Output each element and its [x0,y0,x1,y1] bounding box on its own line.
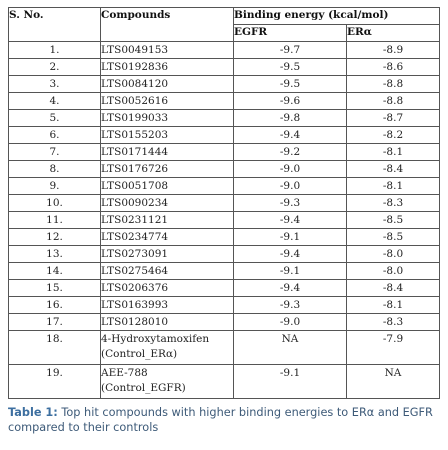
table-header [9,8,440,42]
cell-compound: LTS0192836 [101,59,234,76]
table-row [9,42,440,59]
cell-egfr: -9.7 [234,42,347,59]
cell-era: -8.7 [347,110,440,127]
cell-compound: AEE-788 (Control_EGFR) [101,365,234,399]
cell-egfr: -9.5 [234,59,347,76]
document-page [8,7,439,435]
cell-era: -8.5 [347,212,440,229]
cell-egfr: -9.1 [234,263,347,280]
cell-era: -8.8 [347,93,440,110]
cell-era: -8.6 [347,59,440,76]
table-row [9,127,440,144]
cell-sno: 5. [9,110,101,127]
table-row [9,195,440,212]
cell-era: -8.3 [347,195,440,212]
table-row [9,212,440,229]
cell-era: -8.2 [347,127,440,144]
cell-egfr: -9.2 [234,144,347,161]
cell-compound: LTS0155203 [101,127,234,144]
cell-sno: 18. [9,331,101,365]
table-row [9,365,440,399]
table-row [9,161,440,178]
cell-era: -8.0 [347,246,440,263]
cell-compound: 4-Hydroxytamoxifen (Control_ERα) [101,331,234,365]
cell-sno: 13. [9,246,101,263]
cell-compound: LTS0176726 [101,161,234,178]
cell-sno: 1. [9,42,101,59]
cell-compound: LTS0090234 [101,195,234,212]
cell-egfr: -9.4 [234,212,347,229]
table-row [9,178,440,195]
cell-sno: 12. [9,229,101,246]
cell-egfr: -9.3 [234,195,347,212]
cell-compound: LTS0275464 [101,263,234,280]
cell-egfr: -9.4 [234,246,347,263]
cell-egfr: -9.5 [234,76,347,93]
cell-sno: 2. [9,59,101,76]
cell-era: -8.3 [347,314,440,331]
caption-label: Table 1: [8,406,58,419]
cell-sno: 15. [9,280,101,297]
cell-era: -8.4 [347,280,440,297]
cell-era: -8.1 [347,297,440,314]
header-binding-energy: Binding energy (kcal/mol) [234,8,440,25]
cell-era: -7.9 [347,331,440,365]
cell-sno: 4. [9,93,101,110]
cell-compound: LTS0273091 [101,246,234,263]
cell-compound: LTS0163993 [101,297,234,314]
cell-egfr: -9.0 [234,314,347,331]
cell-egfr: NA [234,331,347,365]
table-caption [8,405,439,435]
table-row [9,263,440,280]
cell-egfr: -9.8 [234,110,347,127]
cell-sno: 7. [9,144,101,161]
cell-era: -8.1 [347,178,440,195]
header-sno: S. No. [9,8,101,42]
cell-egfr: -9.4 [234,127,347,144]
table-row [9,76,440,93]
cell-sno: 6. [9,127,101,144]
header-era: ERα [347,25,440,42]
cell-compound: LTS0206376 [101,280,234,297]
binding-energy-table [8,7,440,399]
cell-sno: 8. [9,161,101,178]
cell-compound: LTS0084120 [101,76,234,93]
cell-sno: 9. [9,178,101,195]
table-row [9,110,440,127]
cell-era: -8.4 [347,161,440,178]
cell-era: -8.5 [347,229,440,246]
table-row [9,297,440,314]
cell-sno: 16. [9,297,101,314]
cell-compound: LTS0052616 [101,93,234,110]
cell-egfr: -9.1 [234,229,347,246]
table-row [9,93,440,110]
cell-egfr: -9.3 [234,297,347,314]
header-compounds: Compounds [101,8,234,42]
table-row [9,331,440,365]
cell-era: -8.8 [347,76,440,93]
cell-sno: 14. [9,263,101,280]
cell-sno: 17. [9,314,101,331]
cell-egfr: -9.4 [234,280,347,297]
table-row [9,280,440,297]
table-row [9,246,440,263]
table-row [9,144,440,161]
table-row [9,59,440,76]
header-egfr: EGFR [234,25,347,42]
cell-compound: LTS0199033 [101,110,234,127]
cell-egfr: -9.0 [234,178,347,195]
cell-sno: 3. [9,76,101,93]
cell-compound: LTS0171444 [101,144,234,161]
cell-era: -8.1 [347,144,440,161]
caption-text: Top hit compounds with higher binding energies to ERα and EGFR compared to their controls [8,406,433,434]
table-row [9,229,440,246]
cell-compound: LTS0049153 [101,42,234,59]
cell-compound: LTS0128010 [101,314,234,331]
cell-compound: LTS0051708 [101,178,234,195]
cell-era: NA [347,365,440,399]
cell-era: -8.0 [347,263,440,280]
cell-compound: LTS0234774 [101,229,234,246]
cell-sno: 10. [9,195,101,212]
cell-egfr: -9.1 [234,365,347,399]
cell-sno: 11. [9,212,101,229]
cell-egfr: -9.6 [234,93,347,110]
table-body [9,42,440,399]
cell-sno: 19. [9,365,101,399]
table-row [9,314,440,331]
cell-era: -8.9 [347,42,440,59]
cell-compound: LTS0231121 [101,212,234,229]
cell-egfr: -9.0 [234,161,347,178]
